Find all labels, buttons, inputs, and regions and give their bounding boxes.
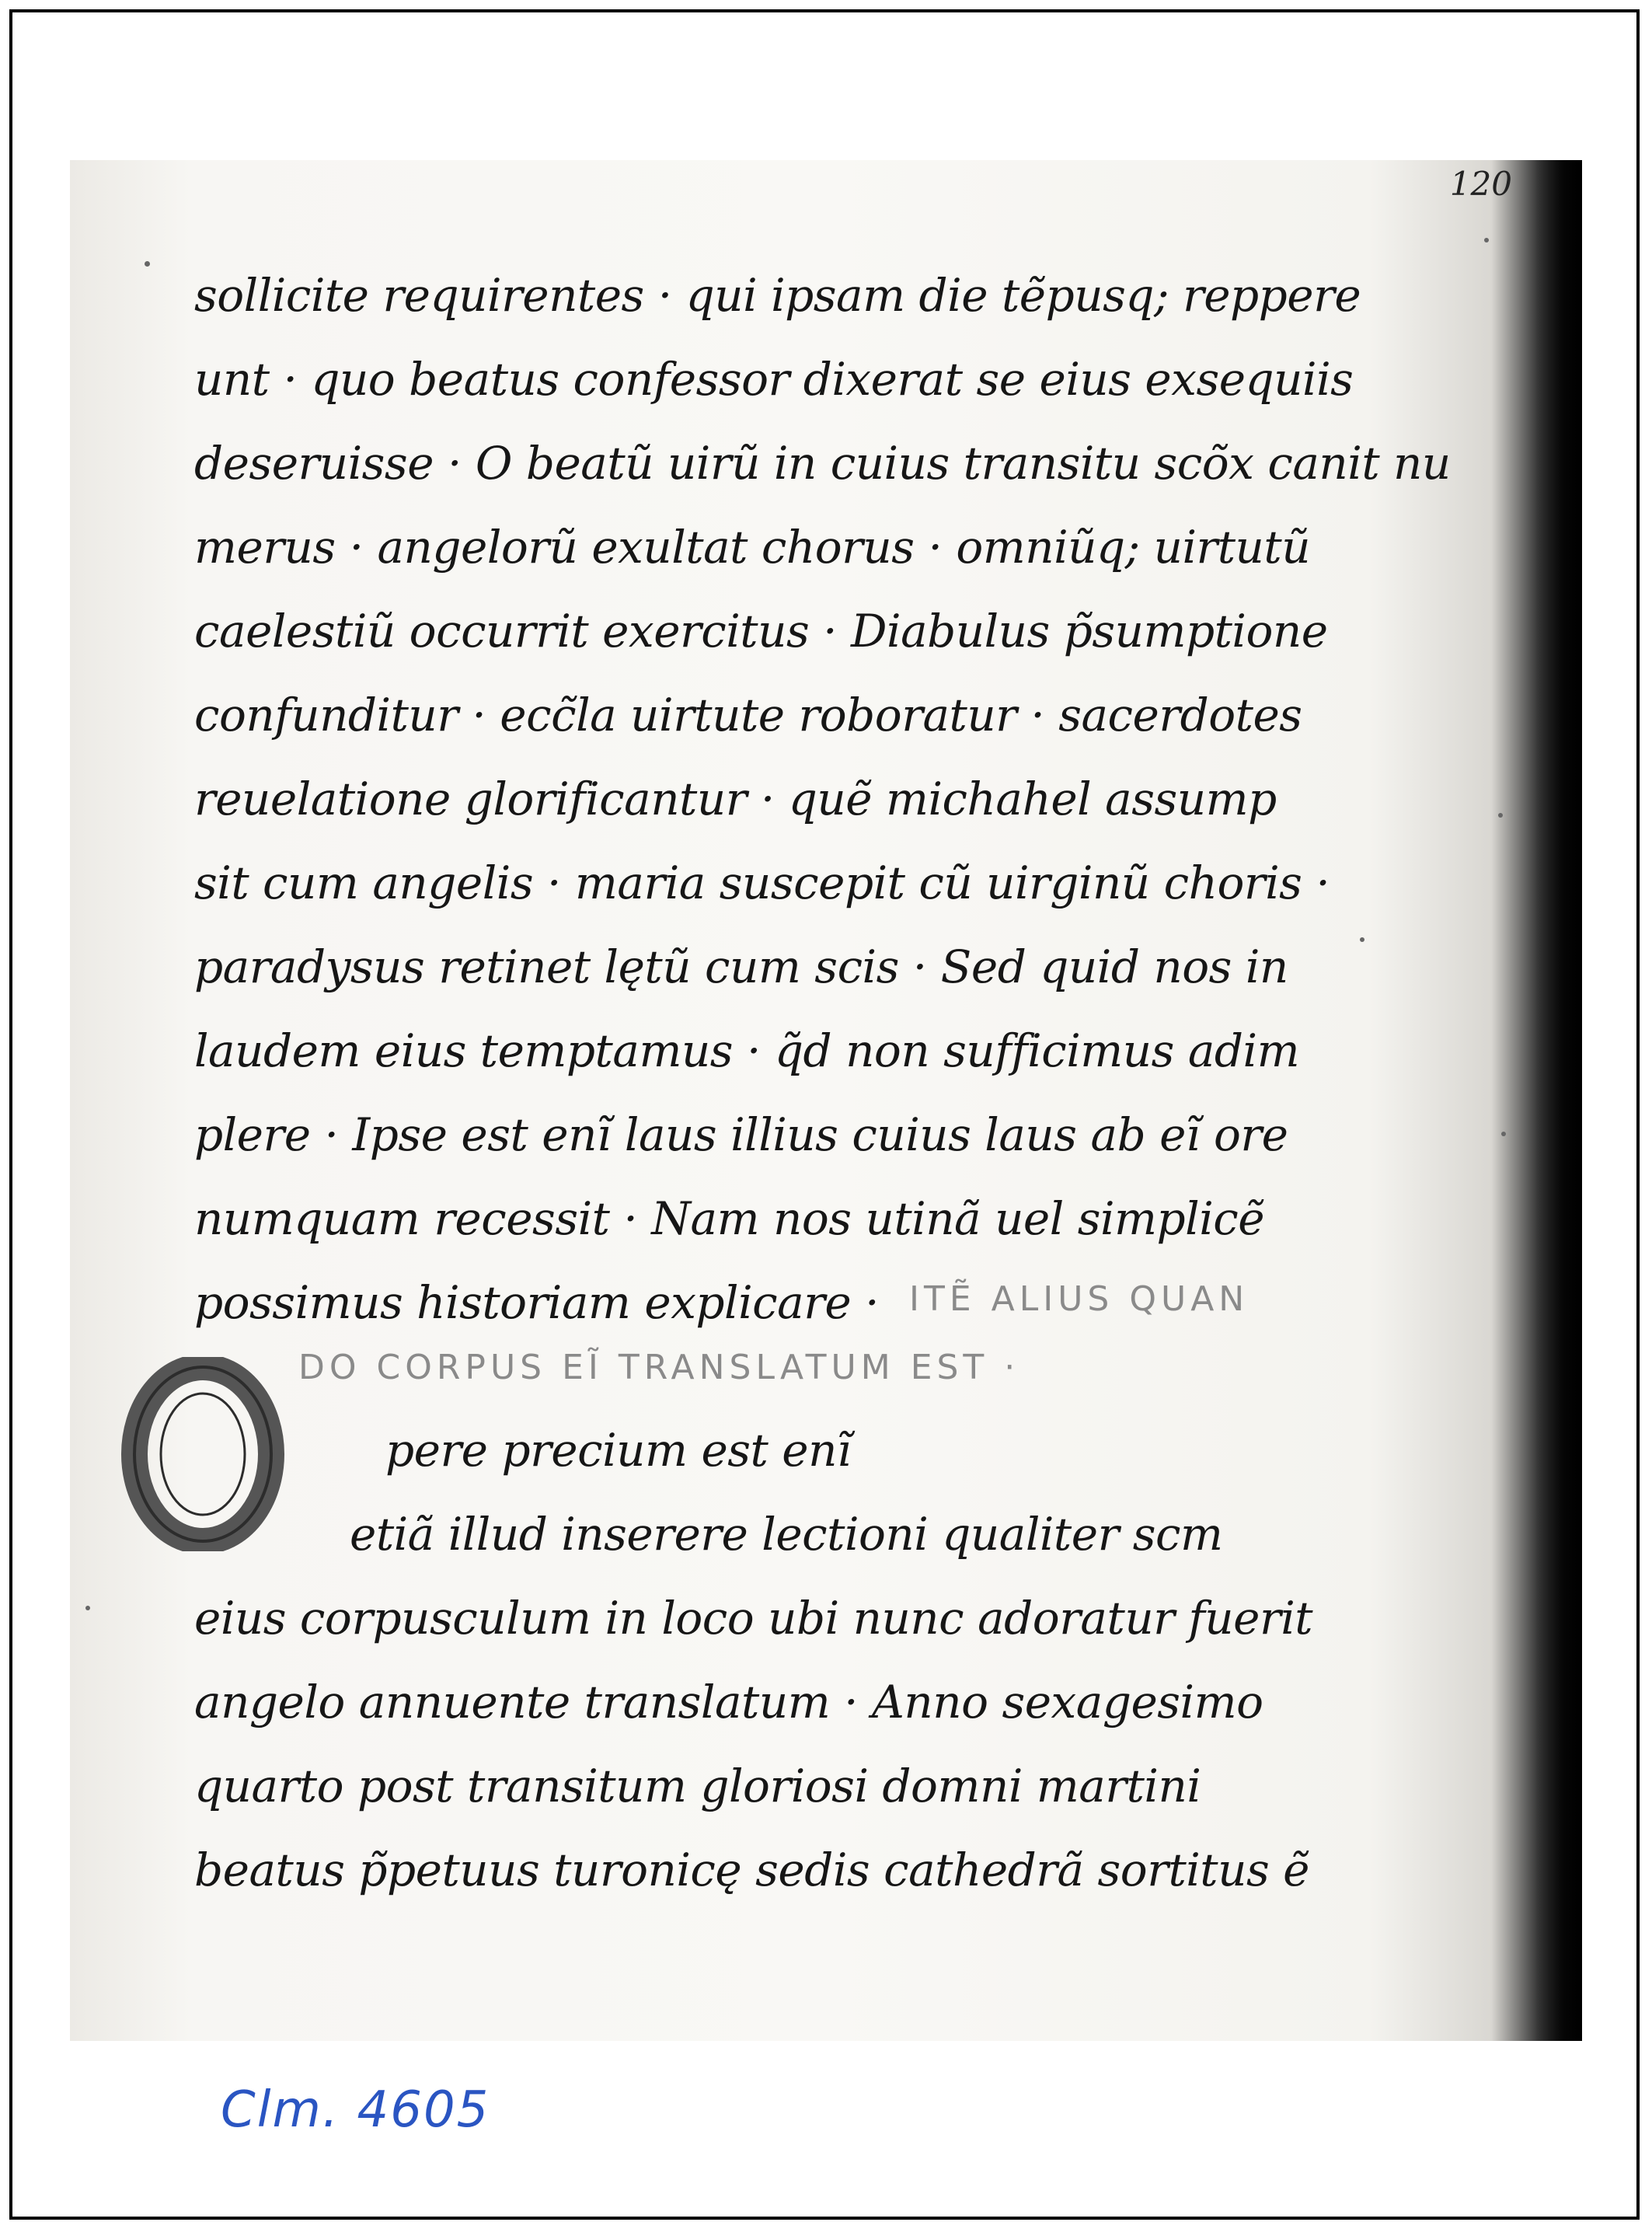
text-line: laudem eius temptamus · q̃d non sufficimus adim: [194, 1024, 1300, 1077]
text-line: reuelatione glorificantur · quẽ michahel assump: [194, 773, 1277, 825]
page-speck: [1501, 1132, 1506, 1136]
text-line: paradysus retinet lętũ cum scis · Sed quid nos in: [194, 940, 1288, 993]
text-line: sollicite requirentes · qui ipsam die tẽpusq; reppere: [194, 269, 1361, 322]
text-line: beatus p̃petuus turonicę sedis cathedrã sortitus ẽ: [194, 1844, 1309, 1896]
manuscript-page: [70, 160, 1582, 2041]
rubric-heading-line-2: DO CORPUS EĨ TRANSLATUM EST ·: [298, 1348, 1020, 1387]
text-line: possimus historiam explicare ·: [194, 1276, 880, 1329]
page-speck: [1498, 813, 1503, 818]
photo-frame: [9, 9, 1640, 2220]
text-line: eius corpusculum in loco ubi nunc adoratur fuerit: [194, 1592, 1313, 1645]
folio-number: 120: [1449, 165, 1512, 203]
text-line: quarto post transitum gloriosi domni martini: [194, 1760, 1201, 1812]
text-line: etiã illud inserere lectioni qualiter scm: [350, 1508, 1223, 1561]
text-line: confunditur · ecc̃la uirtute roboratur · sacerdotes: [194, 689, 1302, 741]
page-speck: [1360, 937, 1364, 942]
page-speck: [1484, 238, 1489, 242]
page-speck: [145, 261, 150, 267]
text-line: deseruisse · O beatũ uirũ in cuius transitu scõx canit nu: [194, 437, 1451, 490]
initial-letter: O: [196, 1451, 210, 1470]
rubric-heading-line-1: ITẼ ALIUS QUAN: [909, 1279, 1249, 1319]
decorated-initial-o: [121, 1357, 284, 1551]
catalog-shelfmark: Clm. 4605: [221, 2081, 490, 2139]
text-line: unt · quo beatus confessor dixerat se eius exsequiis: [194, 353, 1354, 406]
page-speck: [85, 1606, 90, 1610]
text-line: plere · Ipse est enĩ laus illius cuius laus ab eĩ ore: [194, 1108, 1288, 1161]
text-line: sit cum angelis · maria suscepit cũ uirginũ choris ·: [194, 856, 1330, 909]
text-line: pere precium est enĩ: [385, 1424, 851, 1477]
text-line: merus · angelorũ exultat chorus · omniũq; uirtutũ: [194, 521, 1311, 574]
text-line: caelestiũ occurrit exercitus · Diabulus p̃sumptione: [194, 605, 1328, 658]
text-line: numquam recessit · Nam nos utinã uel simplicẽ: [194, 1192, 1265, 1245]
text-line: angelo annuente translatum · Anno sexagesimo: [194, 1676, 1263, 1728]
